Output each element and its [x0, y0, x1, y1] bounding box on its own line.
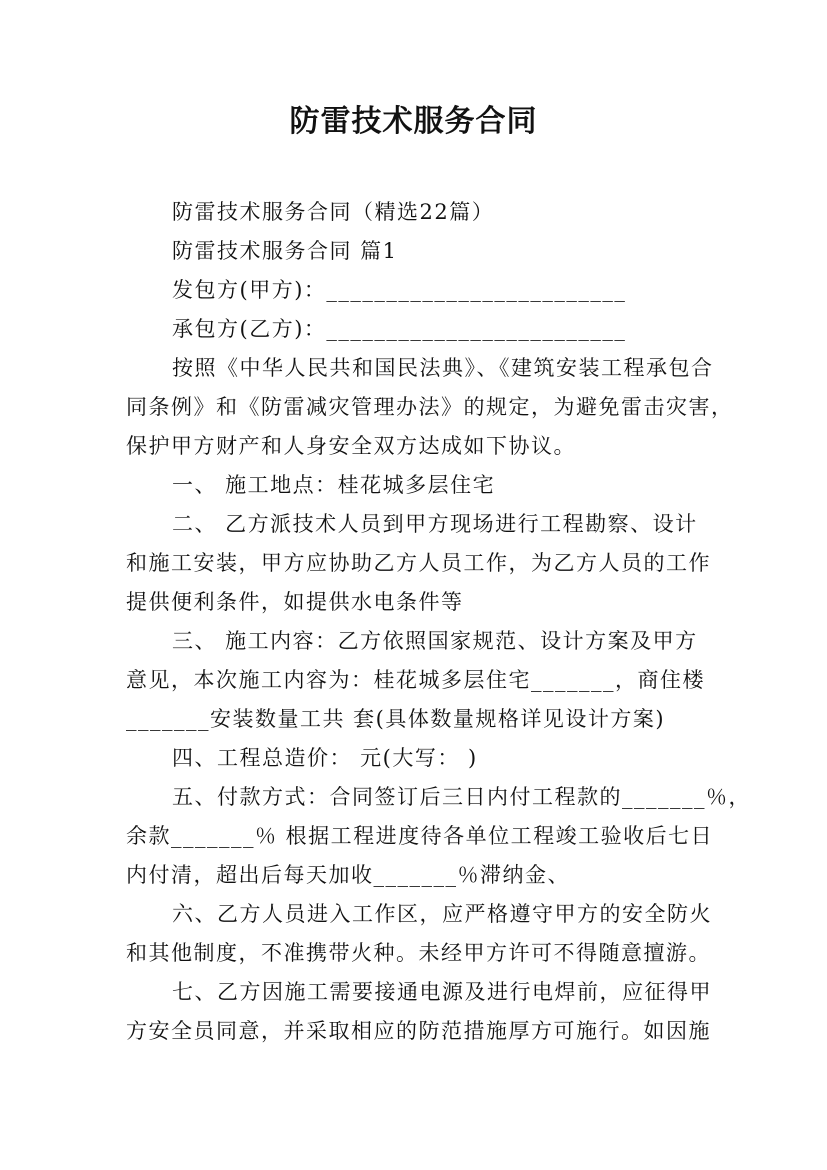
clause-5-line: 余款_______％ 根据工程进度待各单位工程竣工验收后七日	[126, 824, 714, 848]
document-title: 防雷技术服务合同	[289, 104, 538, 139]
party-a-line: 发包方(甲方)：_________________________	[172, 278, 627, 302]
paragraph-line: 同条例》和《防雷减灾管理办法》的规定，为避免雷击灾害，	[126, 395, 734, 419]
clause-6-line: 和其他制度，不准携带火种。未经甲方许可不得随意擅游。	[126, 941, 711, 965]
paragraph-line: 保护甲方财产和人身安全双方达成如下协议。	[126, 434, 576, 458]
clause-4-line: 四、工程总造价： 元(大写： )	[172, 746, 478, 770]
clause-2-line: 和施工安装，甲方应协助乙方人员工作，为乙方人员的工作	[126, 551, 711, 575]
clause-3-line: 三、 施工内容：乙方依照国家规范、设计方案及甲方	[172, 629, 698, 653]
clause-1-line: 一、 施工地点：桂花城多层住宅	[172, 473, 496, 497]
section-heading: 防雷技术服务合同 篇1	[172, 239, 398, 263]
clause-5-line: 五、付款方式：合同签订后三日内付工程款的_______％，	[172, 785, 751, 809]
clause-7-line: 七、乙方因施工需要接通电源及进行电焊前，应征得甲	[172, 980, 712, 1004]
clause-3-line: 意见，本次施工内容为：桂花城多层住宅_______，商住楼	[126, 668, 705, 692]
clause-3-line: _______安装数量工共 套(具体数量规格详见设计方案)	[126, 707, 666, 731]
paragraph-line: 按照《中华人民共和国民法典》、《建筑安装工程承包合	[172, 356, 714, 380]
clause-2-line: 提供便利条件，如提供水电条件等	[126, 590, 464, 614]
clause-2-line: 二、 乙方派技术人员到甲方现场进行工程勘察、设计	[172, 512, 698, 536]
party-b-line: 承包方(乙方)：_________________________	[172, 317, 627, 341]
clause-6-line: 六、乙方人员进入工作区，应严格遵守甲方的安全防火	[172, 902, 712, 926]
clause-5-line: 内付清，超出后每天加收_______％滞纳金、	[126, 863, 570, 887]
subtitle-line: 防雷技术服务合同（精选22篇）	[172, 200, 495, 224]
clause-7-line: 方安全员同意，并采取相应的防范措施厚方可施行。如因施	[126, 1019, 711, 1043]
